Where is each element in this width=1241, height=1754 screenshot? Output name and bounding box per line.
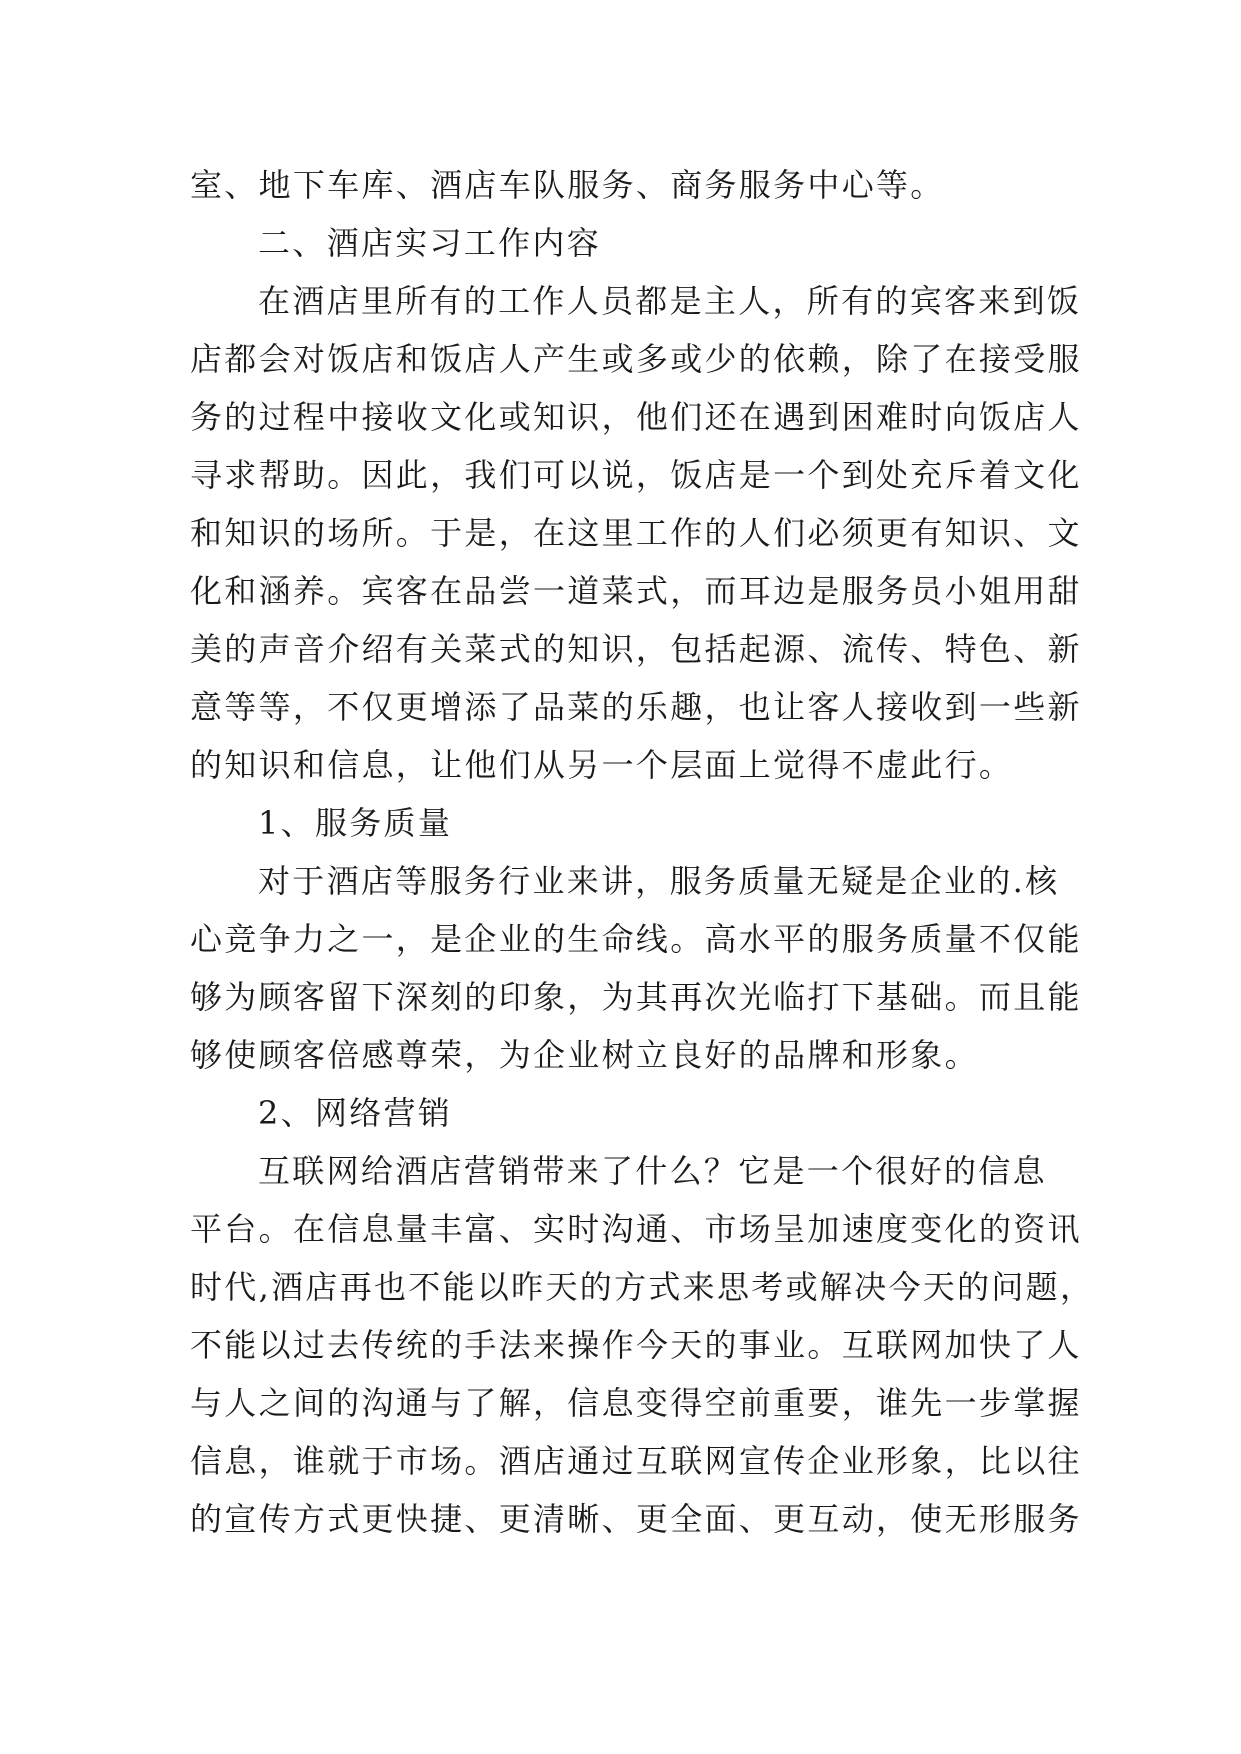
text-line: 化和涵养。宾客在品尝一道菜式，而耳边是服务员小姐用甜 (190, 572, 1082, 610)
text-line: 够使顾客倍感尊荣，为企业树立良好的品牌和形象。 (190, 1036, 979, 1074)
text-line: 的知识和信息，让他们从另一个层面上觉得不虚此行。 (190, 746, 1014, 784)
text-line: 务的过程中接收文化或知识，他们还在遇到困难时向饭店人 (190, 398, 1082, 436)
text-line: 平台。在信息量丰富、实时沟通、市场呈加速度变化的资讯 (190, 1210, 1082, 1248)
text-line: 时代,酒店再也不能以昨天的方式来思考或解决今天的问题， (190, 1268, 1095, 1306)
text-line: 与人之间的沟通与了解，信息变得空前重要，谁先一步掌握 (190, 1384, 1082, 1422)
text-line: 室、地下车库、酒店车队服务、商务服务中心等。 (190, 166, 945, 204)
text-line: 信息，谁就于市场。酒店通过互联网宣传企业形象，比以往 (190, 1442, 1082, 1480)
text-line: 意等等，不仅更增添了品菜的乐趣，也让客人接收到一些新 (190, 688, 1082, 726)
section-heading: 2、网络营销 (258, 1094, 453, 1132)
text-line: 不能以过去传统的手法来操作今天的事业。互联网加快了人 (190, 1326, 1082, 1364)
text-line: 心竞争力之一，是企业的生命线。高水平的服务质量不仅能 (190, 920, 1082, 958)
text-line: 店都会对饭店和饭店人产生或多或少的依赖，除了在接受服 (190, 340, 1082, 378)
document-body (190, 156, 1095, 1548)
section-heading: 1、服务质量 (258, 804, 453, 842)
text-line: 寻求帮助。因此，我们可以说，饭店是一个到处充斥着文化 (190, 456, 1082, 494)
text-line: 够为顾客留下深刻的印象，为其再次光临打下基础。而且能 (190, 978, 1082, 1016)
text-line: 在酒店里所有的工作人员都是主人，所有的宾客来到饭 (258, 282, 1082, 320)
section-heading: 二、酒店实习工作内容 (258, 224, 602, 262)
text-line: 互联网给酒店营销带来了什么？它是一个很好的信息 (258, 1152, 1047, 1190)
text-line: 和知识的场所。于是，在这里工作的人们必须更有知识、文 (190, 514, 1082, 552)
text-line: 的宣传方式更快捷、更清晰、更全面、更互动，使无形服务 (190, 1500, 1082, 1538)
text-line: 美的声音介绍有关菜式的知识，包括起源、流传、特色、新 (190, 630, 1082, 668)
text-line: 对于酒店等服务行业来讲，服务质量无疑是企业的.核 (258, 862, 1060, 900)
